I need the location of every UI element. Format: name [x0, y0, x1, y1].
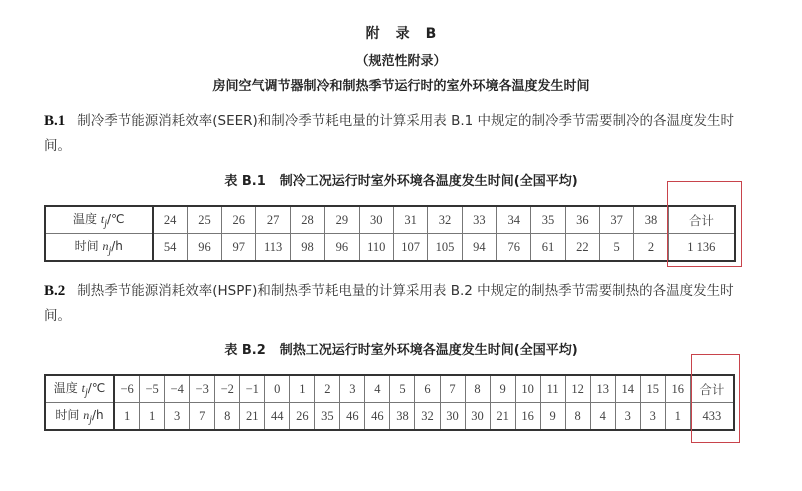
hours-cell: 35: [315, 403, 340, 431]
hours-cell: 1: [140, 403, 165, 431]
appendix-label: 附: [365, 26, 380, 42]
temp-cell: 28: [290, 206, 324, 234]
section-text: 制热季节能源消耗效率(HSPF)和制热季节耗电量的计算采用表 B.2 中规定的制热季节需要制热的各温度发生时间。: [44, 283, 734, 324]
temp-cell: 35: [531, 206, 565, 234]
temp-cell: 8: [465, 375, 490, 403]
appendix-subtitle: （规范性附录）: [355, 54, 447, 69]
hours-cell: 110: [359, 234, 393, 262]
hours-cell: 2: [634, 234, 668, 262]
temp-cell: 29: [325, 206, 359, 234]
temp-cell: 16: [665, 375, 690, 403]
hours-cell: 3: [615, 403, 640, 431]
hours-cell: 105: [428, 234, 462, 262]
temp-cell: 32: [428, 206, 462, 234]
table-row-hours: [45, 234, 735, 262]
temp-cell: 14: [615, 375, 640, 403]
temp-cell: 4: [365, 375, 390, 403]
temp-cell: 3: [340, 375, 365, 403]
highlight-box-total-b1: [667, 181, 742, 267]
hours-cell: 30: [465, 403, 490, 431]
hours-cell: 8: [565, 403, 590, 431]
total-label: 合计: [690, 375, 734, 403]
temp-cell: −1: [240, 375, 265, 403]
table-number: 表 B.2: [224, 343, 266, 358]
temp-cell: 15: [640, 375, 665, 403]
row-label-hours: 时间 $n_j/h$: [45, 403, 114, 431]
total-value: 433: [690, 403, 734, 431]
hours-cell: 38: [390, 403, 415, 431]
temp-cell: 31: [393, 206, 427, 234]
temp-cell: 11: [540, 375, 565, 403]
hours-cell: 98: [290, 234, 324, 262]
temp-cell: −5: [140, 375, 165, 403]
hours-cell: 94: [462, 234, 496, 262]
hours-cell: 46: [340, 403, 365, 431]
hours-cell: 30: [440, 403, 465, 431]
hours-cell: 22: [565, 234, 599, 262]
hours-cell: 44: [265, 403, 290, 431]
temp-cell: −2: [215, 375, 240, 403]
hours-cell: 46: [365, 403, 390, 431]
hours-cell: 32: [415, 403, 440, 431]
temp-cell: −4: [165, 375, 190, 403]
hours-cell: 76: [497, 234, 531, 262]
temp-cell: 6: [415, 375, 440, 403]
hours-cell: 107: [393, 234, 427, 262]
hours-cell: 4: [590, 403, 615, 431]
hours-cell: 113: [256, 234, 290, 262]
hours-cell: 8: [215, 403, 240, 431]
appendix-title: [0, 23, 802, 43]
temp-cell: 0: [265, 375, 290, 403]
hours-cell: 1: [114, 403, 140, 431]
table-b1: [44, 205, 736, 262]
temp-cell: 7: [440, 375, 465, 403]
hours-cell: 54: [153, 234, 188, 262]
hours-cell: 3: [165, 403, 190, 431]
hours-cell: 5: [600, 234, 634, 262]
temp-cell: 38: [634, 206, 668, 234]
appendix-heading: 房间空气调节器制冷和制热季节运行时的室外环境各温度发生时间: [212, 79, 590, 94]
hours-cell: 96: [325, 234, 359, 262]
highlight-box-total-b2: [691, 354, 740, 443]
section-text: 制冷季节能源消耗效率(SEER)和制冷季节耗电量的计算采用表 B.1 中规定的制冷季节需要制冷的各温度发生时间。: [44, 113, 735, 154]
temp-cell: 5: [390, 375, 415, 403]
hours-cell: 96: [187, 234, 221, 262]
temp-cell: 9: [490, 375, 515, 403]
total-value: 1 136: [668, 234, 735, 262]
temp-cell: 24: [153, 206, 188, 234]
temp-cell: 37: [600, 206, 634, 234]
section-number: B.2: [44, 283, 66, 299]
temp-cell: 10: [515, 375, 540, 403]
table-row-hours: [45, 403, 734, 431]
hours-cell: 21: [240, 403, 265, 431]
temp-cell: 12: [565, 375, 590, 403]
temp-cell: 33: [462, 206, 496, 234]
appendix-label-2: 录: [395, 26, 410, 42]
hours-cell: 1: [665, 403, 690, 431]
table-row-temperature: [45, 375, 734, 403]
temp-cell: −6: [114, 375, 140, 403]
section-b2-paragraph: [44, 279, 744, 329]
temp-cell: 13: [590, 375, 615, 403]
table-row-temperature: [45, 206, 735, 234]
temp-cell: 30: [359, 206, 393, 234]
temp-cell: 27: [256, 206, 290, 234]
row-label-hours: 时间 $n_j/h$: [45, 234, 153, 262]
total-label: 合计: [668, 206, 735, 234]
hours-cell: 16: [515, 403, 540, 431]
temp-cell: 26: [222, 206, 256, 234]
section-b1-paragraph: [44, 109, 744, 159]
temp-cell: −3: [190, 375, 215, 403]
temp-cell: 36: [565, 206, 599, 234]
row-label-temperature: 温度 $t_j/℃$: [45, 206, 153, 234]
hours-cell: 26: [290, 403, 315, 431]
section-number: B.1: [44, 113, 66, 129]
table-number: 表 B.1: [224, 174, 266, 189]
hours-cell: 9: [540, 403, 565, 431]
table-b2-caption: [0, 339, 802, 358]
temp-cell: 2: [315, 375, 340, 403]
appendix-letter: B: [425, 26, 437, 42]
table-caption-text: 制冷工况运行时室外环境各温度发生时间(全国平均): [279, 174, 578, 189]
hours-cell: 21: [490, 403, 515, 431]
temp-cell: 34: [497, 206, 531, 234]
table-b2: [44, 374, 735, 431]
row-label-temperature: 温度 $t_j/℃$: [45, 375, 114, 403]
hours-cell: 61: [531, 234, 565, 262]
temp-cell: 25: [187, 206, 221, 234]
hours-cell: 97: [222, 234, 256, 262]
hours-cell: 3: [640, 403, 665, 431]
temp-cell: 1: [290, 375, 315, 403]
table-caption-text: 制热工况运行时室外环境各温度发生时间(全国平均): [279, 343, 578, 358]
hours-cell: 7: [190, 403, 215, 431]
